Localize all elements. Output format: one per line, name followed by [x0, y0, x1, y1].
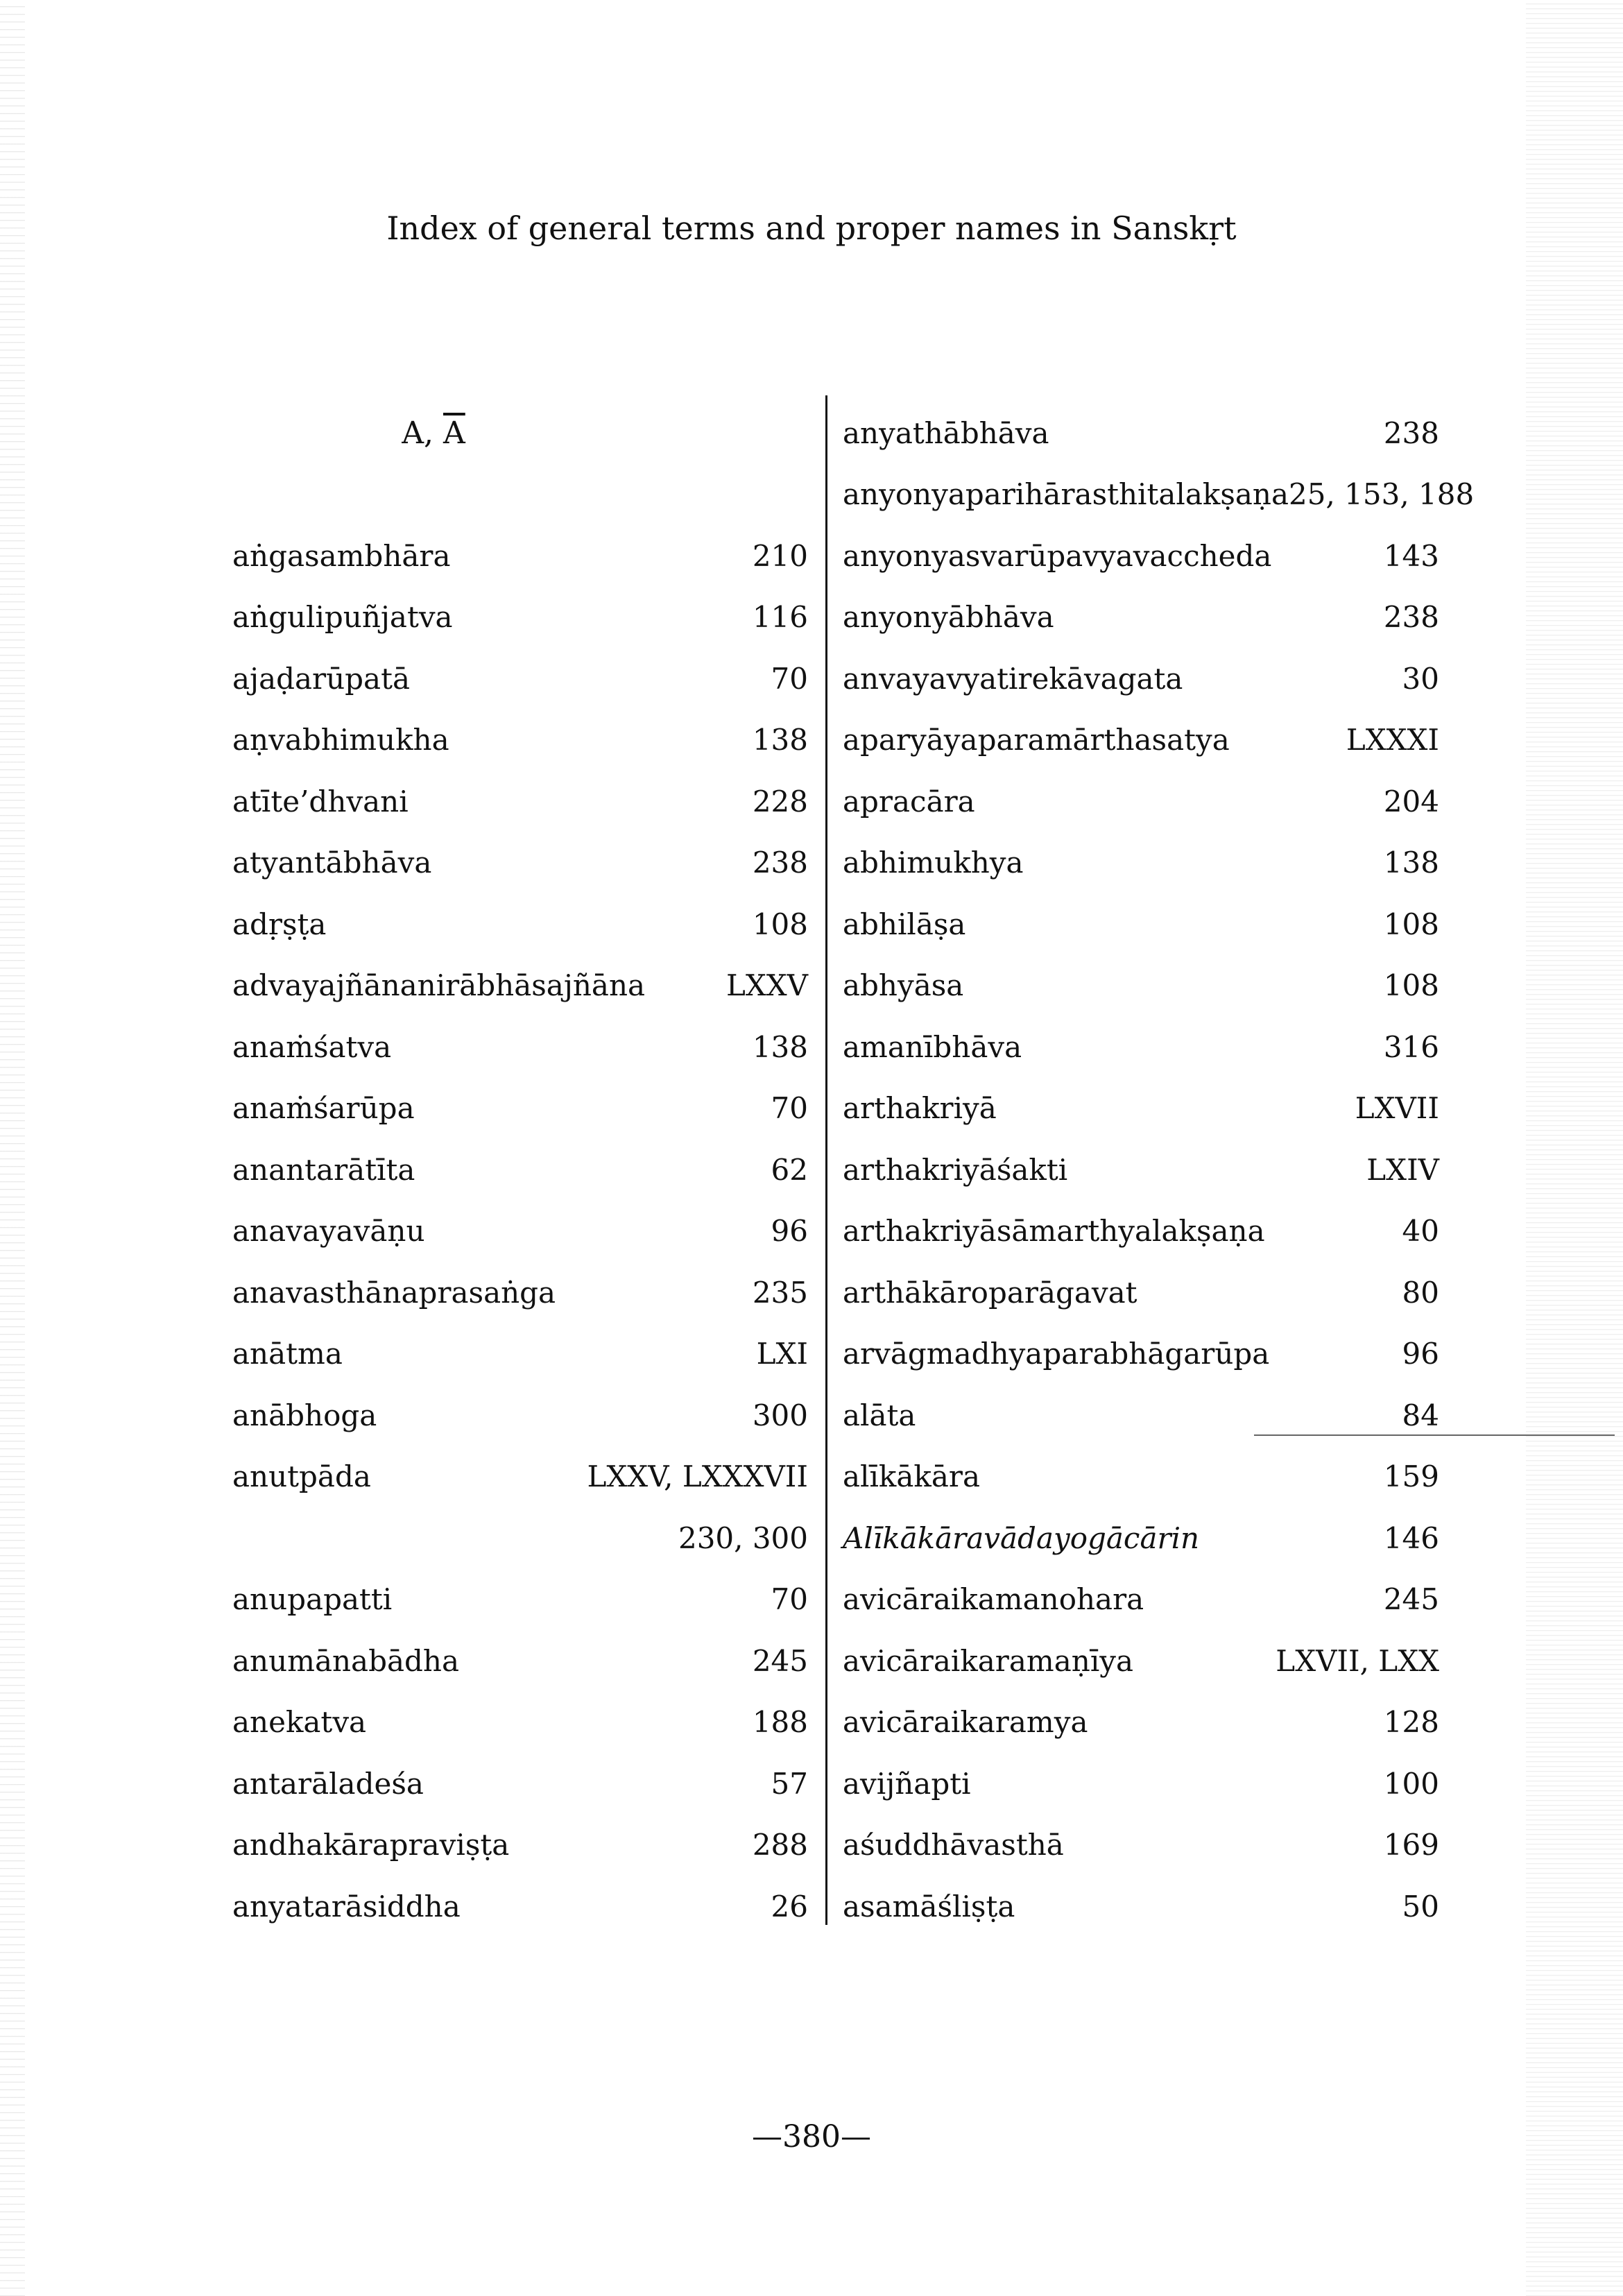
- entry-ref: 57: [771, 1766, 808, 1801]
- entry-term: anyathābhāva: [843, 415, 1049, 450]
- index-entry: [232, 525, 808, 587]
- index-entry: [232, 1569, 808, 1631]
- index-entry: [843, 1876, 1439, 1937]
- entry-term: asamāśliṣṭa: [843, 1889, 1015, 1924]
- entry-term: anaṁśarūpa: [232, 1091, 415, 1126]
- entry-ref: LXVII: [1355, 1091, 1439, 1126]
- index-entry-continuation: [232, 1507, 808, 1569]
- entry-term: ajaḍarūpatā: [232, 661, 410, 696]
- entry-ref: 70: [771, 1582, 808, 1617]
- index-entry: [232, 648, 808, 710]
- index-entry: [843, 1078, 1439, 1140]
- entry-term: anumānabādha: [232, 1643, 459, 1678]
- entry-ref: 288: [752, 1828, 808, 1862]
- entry-ref: 238: [752, 846, 808, 880]
- index-entry: [843, 710, 1439, 771]
- entry-term: alīkākāra: [843, 1459, 981, 1494]
- entry-ref: 245: [752, 1643, 808, 1678]
- entry-term: aṅgasambhāra: [232, 538, 451, 573]
- index-entry: [232, 1201, 808, 1262]
- entry-term: arthakriyā: [843, 1091, 997, 1126]
- entry-ref: 26: [771, 1889, 808, 1924]
- entry-term: anyatarāsiddha: [232, 1889, 461, 1924]
- entry-ref: LXIV: [1366, 1152, 1439, 1187]
- section-heading-letter: $\overline{A}$: [443, 415, 465, 451]
- entry-term: atyantābhāva: [232, 846, 432, 880]
- index-entry: [843, 1692, 1439, 1754]
- entry-ref: 228: [752, 784, 808, 819]
- entry-ref: LXXV: [725, 968, 808, 1003]
- entry-term: anvayavyatirekāvagata: [843, 661, 1183, 696]
- index-entry: [843, 402, 1439, 464]
- entry-ref: 40: [1402, 1214, 1439, 1249]
- entry-ref: 169: [1383, 1828, 1439, 1862]
- index-entry: [843, 525, 1439, 587]
- entry-term: aṅgulipuñjatva: [232, 600, 453, 635]
- left-column: [232, 402, 808, 1937]
- entry-ref: 84: [1402, 1398, 1439, 1432]
- index-entry: [843, 1630, 1439, 1692]
- entry-ref: LXXXI: [1346, 723, 1439, 757]
- index-entry: [843, 464, 1475, 526]
- entry-ref: 204: [1383, 784, 1439, 819]
- index-entry: [843, 771, 1439, 832]
- entry-ref: 80: [1402, 1275, 1439, 1310]
- column-divider: [825, 395, 827, 1925]
- entry-ref: 62: [771, 1152, 808, 1187]
- index-entry: [232, 1385, 808, 1446]
- entry-term: arthakriyāśakti: [843, 1152, 1068, 1187]
- entry-term: abhilāṣa: [843, 907, 966, 941]
- spacer-row: [232, 464, 808, 526]
- entry-term: apracāra: [843, 784, 975, 819]
- index-entry: [232, 710, 808, 771]
- index-entry: [232, 1139, 808, 1201]
- index-entry: [232, 893, 808, 955]
- entry-ref: 138: [1383, 846, 1439, 880]
- entry-term: anaṁśatva: [232, 1029, 392, 1064]
- index-entry: [843, 1201, 1439, 1262]
- entry-ref: 300: [752, 1398, 808, 1432]
- index-entry: [232, 1262, 808, 1323]
- entry-term: aṇvabhimukha: [232, 723, 449, 757]
- entry-term: anantarātīta: [232, 1152, 415, 1187]
- entry-ref: 70: [771, 661, 808, 696]
- index-entry: [232, 1016, 808, 1078]
- index-entry: [843, 1262, 1439, 1323]
- index-entry: [843, 1815, 1439, 1876]
- scan-edge-left: [0, 0, 25, 2296]
- index-entry: [843, 1569, 1439, 1631]
- entry-term: arthakriyāsāmarthyalakṣaṇa: [843, 1214, 1265, 1249]
- entry-term: anutpāda: [232, 1459, 371, 1494]
- section-heading: [232, 402, 808, 464]
- index-entry: [232, 1876, 808, 1937]
- entry-ref: 188: [752, 1705, 808, 1740]
- entry-term: avicāraikamanohara: [843, 1582, 1144, 1617]
- page-title: Index of general terms and proper names in Sanskṛt: [386, 209, 1237, 247]
- entry-term: anātma: [232, 1337, 343, 1371]
- index-entry: [232, 1692, 808, 1754]
- index-entry: [843, 893, 1439, 955]
- entry-term: aparyāyaparamārthasatya: [843, 723, 1230, 757]
- entry-ref: 50: [1402, 1889, 1439, 1924]
- index-entry: [232, 1323, 808, 1385]
- entry-term: Alīkākāravādayogācārin: [843, 1520, 1200, 1555]
- right-column: [843, 402, 1475, 1937]
- entry-ref: 159: [1383, 1459, 1439, 1494]
- entry-ref: 25, 153, 188: [1289, 477, 1475, 512]
- index-entry: [843, 955, 1439, 1017]
- index-entry: [843, 648, 1439, 710]
- entry-ref: LXXV, LXXXVII: [587, 1459, 808, 1494]
- entry-ref: 70: [771, 1091, 808, 1126]
- index-entry: [232, 1753, 808, 1815]
- index-entry: [843, 1507, 1439, 1569]
- index-entry: [843, 1139, 1439, 1201]
- index-entry: [843, 1446, 1439, 1508]
- entry-ref: 108: [1383, 907, 1439, 941]
- section-heading-prefix: A,: [402, 415, 443, 451]
- index-entry: [232, 1815, 808, 1876]
- entry-ref: 96: [1402, 1337, 1439, 1371]
- entry-term: arvāgmadhyaparabhāgarūpa: [843, 1337, 1270, 1371]
- entry-term: antarāladeśa: [232, 1766, 424, 1801]
- entry-ref: LXI: [756, 1337, 808, 1371]
- entry-term: anābhoga: [232, 1398, 377, 1432]
- entry-term: abhimukhya: [843, 846, 1024, 880]
- entry-term: alāta: [843, 1398, 916, 1432]
- index-entry: [232, 771, 808, 832]
- scan-edge-right: [1526, 0, 1623, 2296]
- index-entry: [843, 1016, 1439, 1078]
- entry-term: andhakārapraviṣṭa: [232, 1828, 510, 1862]
- index-entry: [843, 832, 1439, 894]
- entry-ref: 116: [752, 600, 808, 635]
- entry-ref: 143: [1383, 538, 1439, 573]
- index-entry: [232, 1630, 808, 1692]
- index-entry: [232, 587, 808, 649]
- entry-term: amanībhāva: [843, 1029, 1022, 1064]
- entry-ref: 210: [752, 538, 808, 573]
- index-entry: [232, 1078, 808, 1140]
- entry-term: anavayavāṇu: [232, 1214, 425, 1249]
- entry-term: anupapatti: [232, 1582, 393, 1617]
- entry-ref: 100: [1383, 1766, 1439, 1801]
- entry-term: anyonyasvarūpavyavaccheda: [843, 538, 1272, 573]
- index-entry: [843, 1753, 1439, 1815]
- index-entry: [232, 832, 808, 894]
- index-entry: [843, 587, 1439, 649]
- entry-ref: 138: [752, 723, 808, 757]
- entry-ref: 138: [752, 1029, 808, 1064]
- entry-ref: 238: [1383, 415, 1439, 450]
- entry-ref: LXVII, LXX: [1276, 1643, 1439, 1678]
- entry-ref: 128: [1383, 1705, 1439, 1740]
- entry-ref: 146: [1383, 1520, 1439, 1555]
- entry-term: arthākāroparāgavat: [843, 1275, 1137, 1310]
- entry-ref: 235: [752, 1275, 808, 1310]
- entry-term: aśuddhāvasthā: [843, 1828, 1064, 1862]
- entry-ref: 96: [771, 1214, 808, 1249]
- entry-term: anavasthānaprasaṅga: [232, 1275, 556, 1310]
- entry-ref: 316: [1383, 1029, 1439, 1064]
- entry-term: anekatva: [232, 1705, 367, 1740]
- entry-term: anyonyābhāva: [843, 600, 1054, 635]
- entry-ref: 238: [1383, 600, 1439, 635]
- index-entry: [843, 1323, 1439, 1385]
- entry-term: avicāraikaramaṇīya: [843, 1643, 1134, 1678]
- entry-ref: 245: [1383, 1582, 1439, 1617]
- entry-term: adṛṣṭa: [232, 907, 327, 941]
- entry-term: atīte’dhvani: [232, 784, 409, 819]
- entry-ref: 30: [1402, 661, 1439, 696]
- entry-term: avicāraikaramya: [843, 1705, 1088, 1740]
- left-entry-list: [232, 525, 808, 1937]
- entry-term: avijñapti: [843, 1766, 971, 1801]
- entry-term: abhyāsa: [843, 968, 964, 1003]
- entry-term: advayajñānanirābhāsajñāna: [232, 968, 646, 1003]
- index-entry: [232, 1446, 808, 1508]
- entry-ref: 108: [1383, 968, 1439, 1003]
- entry-term: anyonyaparihārasthitalakṣaṇa: [843, 477, 1289, 512]
- index-entry: [232, 955, 808, 1017]
- index-entry: [843, 1385, 1439, 1446]
- entry-ref: 230, 300: [678, 1520, 808, 1555]
- entry-ref: 108: [752, 907, 808, 941]
- page-number: —380—: [752, 2119, 871, 2154]
